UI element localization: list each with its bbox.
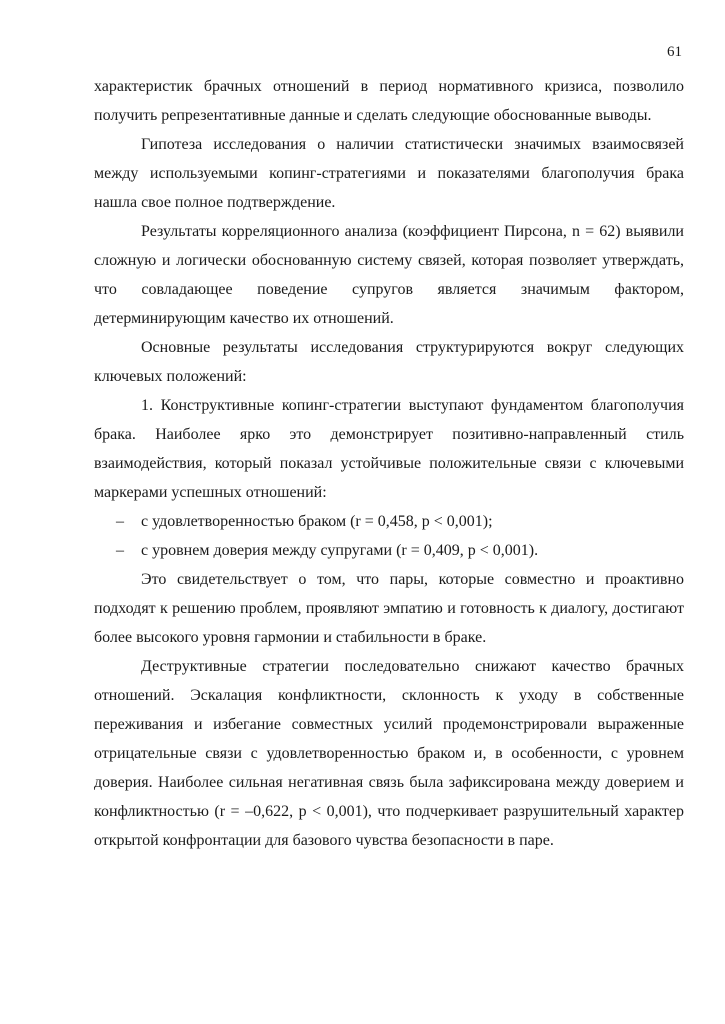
paragraph-interpretation: Это свидетельствует о том, что пары, которые совместно и проактивно подходят к решению проблем, проявляют эмпатию и готовность к диалогу, достигают более высокого уровня гармонии и стабильности в браке.	[94, 571, 684, 646]
paragraph-continuation: характеристик брачных отношений в период нормативного кризиса, позволило получить репрезентативные данные и сделать следующие обоснованные выводы.	[94, 78, 684, 124]
list-item-text: с уровнем доверия между супругами (r = 0,409, p < 0,001).	[141, 542, 539, 559]
paragraph-destructive-strategies: Деструктивные стратегии последовательно снижают качество брачных отношений. Эскалация конфликтности, склонность к уходу в собственные переживания и избегание совместных усилий продемонстрировали выраженные отрицательные связи с удовлетворенностью браком и, в особенности, с уровнем доверия. Наиболее сильная негативная связь была зафиксирована между доверием и конфликтностью (r = –0,622, p < 0,001), что подчеркивает разрушительный характер открытой конфронтации для базового чувства безопасности в паре.	[94, 658, 684, 849]
page-number: 61	[667, 44, 682, 60]
list-item	[94, 507, 684, 536]
list-item	[94, 536, 684, 565]
paragraph-constructive-strategies: 1. Конструктивные копинг-стратегии выступают фундаментом благополучия брака. Наиболее ярко это демонстрирует позитивно-направленный стиль взаимодействия, который показал устойчивые положительные связи с ключевыми маркерами успешных отношений:	[94, 397, 684, 501]
document-body	[94, 72, 684, 855]
paragraph-hypothesis: Гипотеза исследования о наличии статистически значимых взаимосвязей между используемыми копинг-стратегиями и показателями благополучия брака нашла свое полное подтверждение.	[94, 136, 684, 211]
paragraph-key-points-intro: Основные результаты исследования структурируются вокруг следующих ключевых положений:	[94, 339, 684, 385]
dash-bullet: –	[116, 542, 124, 559]
paragraph-correlation-results: Результаты корреляционного анализа (коэффициент Пирсона, n = 62) выявили сложную и логически обоснованную систему связей, которая позволяет утверждать, что совладающее поведение супругов является значимым фактором, детерминирующим качество их отношений.	[94, 223, 684, 327]
list-item-text: с удовлетворенностью браком (r = 0,458, p < 0,001);	[141, 513, 493, 530]
dash-bullet: –	[116, 513, 124, 530]
correlation-list	[94, 507, 684, 565]
